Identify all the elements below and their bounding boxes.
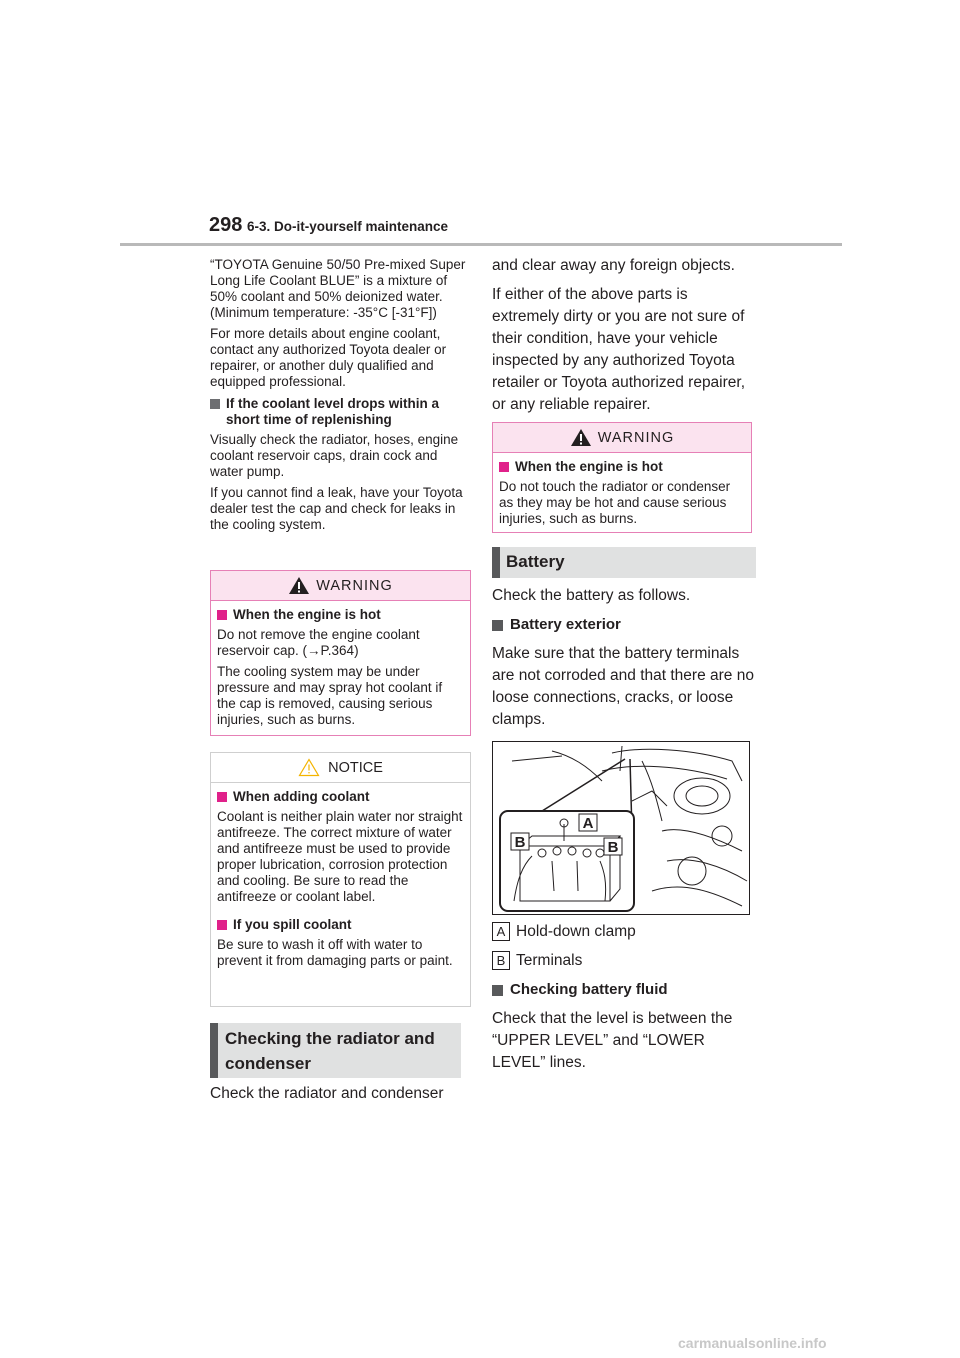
warning-heading-text: When the engine is hot [515,459,663,474]
right-p1: and clear away any foreign objects. [492,257,735,274]
battery-section-title: Battery [492,547,756,578]
callout-a-badge: A [492,922,510,941]
battery-exterior-heading [492,614,754,636]
notice-heading-1-text: When adding coolant [233,789,370,804]
notice-heading-2-text: If you spill coolant [233,917,352,932]
watermark: carmanualsonline.info [678,1335,827,1351]
battery-illustration [492,741,750,915]
callout-a-text: Hold-down clamp [516,922,636,940]
warning-box-right [492,422,752,533]
warning-box-left [210,570,471,736]
battery-fluid-text: Check that the level is between the “UPPER LEVEL” and “LOWER LEVEL” lines. [492,1010,733,1071]
warning-heading-right [499,459,745,475]
warning-title-text: WARNING [316,577,393,594]
battery-exterior-heading-text: Battery exterior [510,616,621,633]
drop-p1: Visually check the radiator, hoses, engine coolant reservoir caps, drain cock and water pump. [210,432,459,479]
notice-body [211,783,470,969]
figure-label-b-left: B [514,834,526,851]
square-bullet-icon [492,985,503,996]
drop-heading [210,396,468,428]
notice-heading-1 [217,789,464,805]
warning-icon [288,576,310,595]
callout-b [492,951,582,970]
drop-heading-text: If the coolant level drops within a short time of replenishing [226,396,440,427]
notice-heading-2 [217,917,464,933]
square-bullet-icon [499,462,509,472]
warning-body-right [493,453,751,527]
warning-p1: Do not remove the engine coolant reservoir cap. (→P.364) [217,627,420,658]
header-rule [120,243,842,246]
warning-title-text: WARNING [597,429,675,446]
square-bullet-icon [217,920,227,930]
battery-exterior-text: Make sure that the battery terminals are not corroded and that there are no loose connections, cracks, or loose clamps. [492,645,754,728]
battery-fluid-heading-text: Checking battery fluid [510,981,668,998]
right-p2: If either of the above parts is extremely dirty or you are not sure of their condition, have your vehicle inspected by any authorized Toyota retailer or Toyota authorized repairer, or any reliable repairer. [492,286,746,413]
notice-box [210,752,471,1007]
warning-title-right [493,423,751,453]
coolant-intro: “TOYOTA Genuine 50/50 Pre-mixed Super Long Life Coolant BLUE” is a mixture of 50% coolant and 50% deionized water. (Minimum temperature: -35°C [-31°F]) [210,257,466,320]
caution-triangle-icon [298,758,320,777]
warning-title [211,571,470,601]
page-number: 298 [209,214,243,236]
notice-p2: Be sure to wash it off with water to prevent it from damaging parts or paint. [217,937,453,968]
coolant-more-details: For more details about engine coolant, contact any authorized Toyota dealer or repairer, or another duly qualified and equipped professional. [210,326,447,389]
figure-label-b-right: B [607,839,619,856]
warning-icon [570,428,592,447]
callout-b-text: Terminals [516,951,583,969]
square-bullet-icon [217,792,227,802]
right-text-block [492,255,754,423]
square-bullet-icon [492,620,503,631]
callout-a [492,922,636,941]
battery-fluid-heading [492,979,754,1001]
warning-body [211,601,470,728]
battery-text-block [492,585,754,738]
square-bullet-icon [210,399,220,409]
notice-title-text: NOTICE [328,759,383,776]
square-bullet-icon [217,610,227,620]
drop-p2: If you cannot find a leak, have your Toyota dealer test the cap and check for leaks in the cooling system. [210,485,463,532]
callout-b-badge: B [492,951,510,970]
radiator-text: Check the radiator and condenser [210,1085,444,1102]
notice-p1: Coolant is neither plain water nor straight antifreeze. The correct mixture of water and antifreeze must be used to provide proper lubrication, corrosion protection and cooling. Be sure to read the antifreeze or coolant label. [217,809,463,904]
figure-label-a: A [582,815,594,832]
battery-fluid-block [492,979,754,1081]
warning-right-p1: Do not touch the radiator or condenser as they may be hot and cause serious injuries, such as burns. [499,479,731,526]
left-text-block [210,257,468,538]
notice-title [211,753,470,783]
warning-heading-text: When the engine is hot [233,607,381,622]
radiator-section-title: Checking the radiator and condenser [210,1023,461,1078]
warning-heading [217,607,464,623]
section-title: 6-3. Do-it-yourself maintenance [247,219,449,234]
warning-p2: The cooling system may be under pressure and may spray hot coolant if the cap is removed, causing serious injuries, such as burns. [217,664,443,727]
battery-intro: Check the battery as follows. [492,587,691,604]
